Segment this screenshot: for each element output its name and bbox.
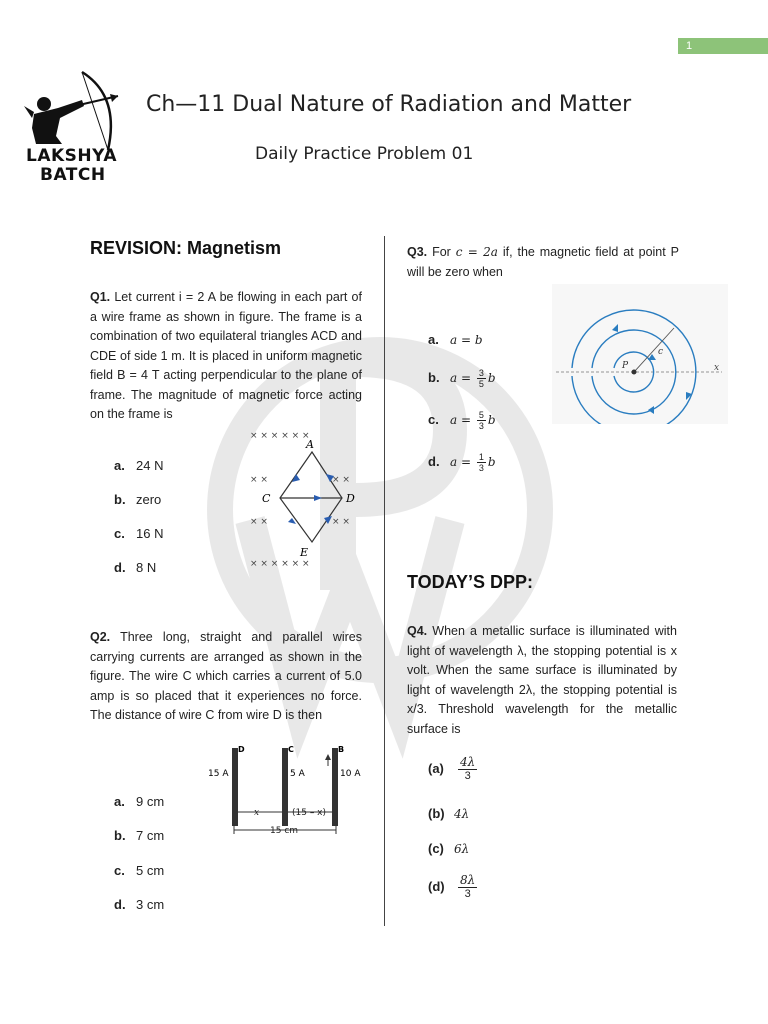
revision-heading: REVISION: Magnetism bbox=[90, 238, 282, 258]
q3-condition: c = 2a bbox=[455, 245, 498, 259]
todays-dpp-heading: TODAY’S DPP: bbox=[407, 572, 534, 592]
q4-option-b: (b) 4λ bbox=[428, 806, 470, 821]
svg-text:× ×: × × bbox=[250, 517, 268, 527]
dpp-subtitle: Daily Practice Problem 01 bbox=[255, 144, 474, 164]
q1-label-D: D bbox=[346, 492, 355, 505]
q1-option-d: d. 8 N bbox=[114, 560, 157, 575]
chapter-title: Ch—11 Dual Nature of Radiation and Matter bbox=[146, 92, 632, 117]
q4-option-d: (d) $\frac{8\lambda}{3}$ bbox=[428, 873, 476, 900]
q1-label: Q1. bbox=[90, 290, 111, 304]
q4-text bbox=[407, 622, 677, 739]
logo-text-line2: BATCH bbox=[40, 165, 106, 185]
q2-parallel-wires-figure bbox=[204, 742, 366, 840]
q4-body: When a metallic surface is illuminated with light of wavelength λ, the stopping potential is x volt. When the same surface is illuminated by light of wavelength 2λ, the stopping potential is x/3. Threshold wavelength for the metallic surface is bbox=[407, 624, 677, 736]
svg-text:× × × × × ×: × × × × × × bbox=[250, 559, 310, 569]
page-number: 1 bbox=[678, 38, 768, 54]
q3-radius-c: c bbox=[658, 347, 664, 357]
q1-option-c: c. 16 N bbox=[114, 526, 164, 541]
svg-text:× × × × × ×: × × × × × × bbox=[250, 431, 310, 441]
svg-text:× ×: × × bbox=[332, 475, 350, 485]
q1-label-C: C bbox=[262, 492, 271, 505]
q1-label-E: E bbox=[300, 546, 309, 559]
column-divider bbox=[384, 236, 385, 926]
q4-label: Q4. bbox=[407, 624, 428, 638]
q2-option-c: c. 5 cm bbox=[114, 863, 165, 878]
q2-option-b: b. 7 cm bbox=[114, 828, 165, 843]
q1-text bbox=[90, 288, 362, 425]
q2-wire-c-label: C bbox=[288, 745, 294, 754]
q2-label: Q2. bbox=[90, 630, 111, 644]
q3-text: Q3. For c = 2a if, the magnetic field at point P will be zero when bbox=[407, 245, 679, 279]
svg-text:× ×: × × bbox=[250, 475, 268, 485]
q1-option-b: b. zero bbox=[114, 492, 162, 507]
q2-wire-d-label: D bbox=[238, 745, 245, 754]
q3-option-c: c. a = $\frac{5}{3}$ b bbox=[428, 410, 496, 431]
q2-dist-x: x bbox=[254, 808, 260, 818]
q1-body: Let current i = 2 A be flowing in each part of a wire frame as shown in figure. The frame is a combination of two equilateral triangles ACD and CDE of side 1 m. It is placed in uniform magnetic field B = 4 T acting perpendicular to the plane of frame. The magnitude of magnetic force acting on the frame is bbox=[90, 290, 362, 421]
q1-wire-frame-figure bbox=[240, 424, 372, 572]
q2-text bbox=[90, 628, 362, 726]
q2-body: Three long, straight and parallel wires carrying currents are arranged as shown in the figure. The wire C which carries a current of 5.0 amp is so placed that it experiences no force. The distance of wire C from wire D is then bbox=[90, 630, 362, 722]
logo-text-line1: LAKSHYA bbox=[26, 146, 117, 166]
q3-option-b: b. a = $\frac{3}{5}$ b bbox=[428, 368, 496, 389]
q2-current-b: 10 A bbox=[340, 769, 361, 779]
q3-point-P: P bbox=[622, 361, 629, 371]
q4-option-c: (c) 6λ bbox=[428, 841, 470, 856]
q2-option-d: d. 3 cm bbox=[114, 897, 165, 912]
q2-option-a: a. 9 cm bbox=[114, 794, 165, 809]
q2-current-c: 5 A bbox=[290, 769, 305, 779]
q3-label: Q3. bbox=[407, 245, 428, 259]
q3-axis-x: x bbox=[714, 363, 720, 373]
q1-option-a: a. 24 N bbox=[114, 458, 164, 473]
q2-total-dist: 15 cm bbox=[270, 826, 299, 836]
q2-current-d: 15 A bbox=[208, 769, 229, 779]
q4-option-a: (a) $\frac{4\lambda}{3}$ bbox=[428, 755, 476, 782]
q3-option-d: d. a = $\frac{1}{3}$ b bbox=[428, 452, 496, 473]
svg-text:× ×: × × bbox=[332, 517, 350, 527]
q2-dist-rest: (15 – x) bbox=[292, 808, 327, 818]
q1-label-A: A bbox=[306, 438, 314, 451]
q2-wire-b-label: B bbox=[338, 745, 345, 754]
q3-option-a: a. a = b bbox=[428, 332, 483, 347]
q3-concentric-loops-figure bbox=[552, 284, 728, 424]
